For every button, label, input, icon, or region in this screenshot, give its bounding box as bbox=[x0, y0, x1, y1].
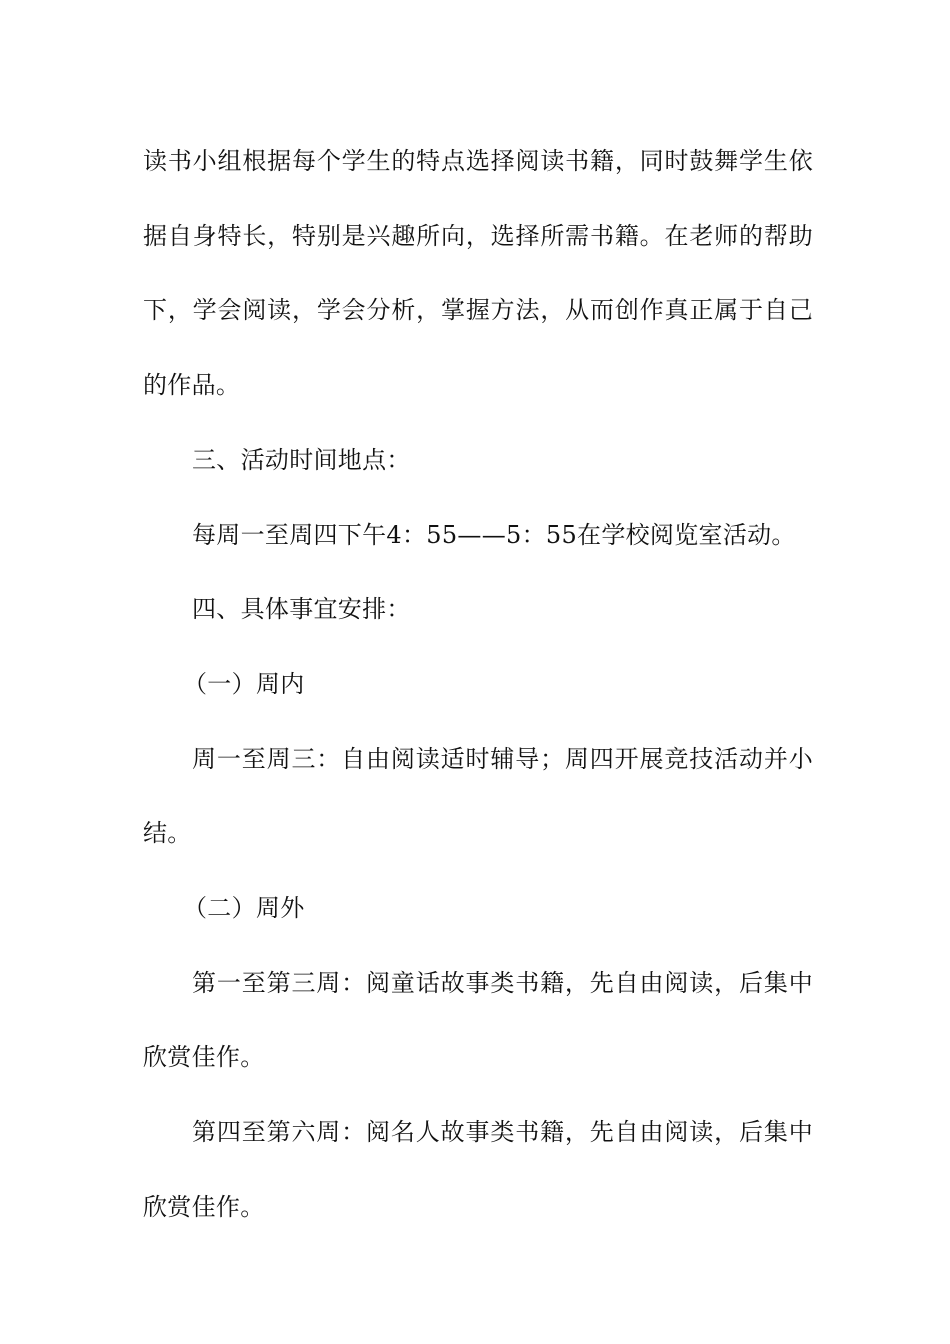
heading-activity-time-place: 三、活动时间地点： bbox=[192, 445, 411, 474]
paragraph-weeks-4-6: 第四至第六周：阅名人故事类书籍，先自由阅读，后集中欣赏佳作。 bbox=[143, 1118, 813, 1221]
paragraph-weekday-plan: 周一至周三：自由阅读适时辅导；周四开展竞技活动并小结。 bbox=[143, 744, 813, 848]
subheading-weeks: （二）周外 bbox=[183, 894, 305, 923]
paragraph-reading-group: 读书小组根据每个学生的特点选择阅读书籍，同时鼓舞学生依据自身特长，特别是兴趣所向，选择所需书籍。在老师的帮助下，学会阅读，学会分析，掌握方法，从而创作真正属于自己的作品。 bbox=[143, 147, 813, 400]
paragraph-weeks-1-3: 第一至第三周：阅童话故事类书籍，先自由阅读，后集中欣赏佳作。 bbox=[143, 968, 813, 1072]
heading-arrangements: 四、具体事宜安排： bbox=[192, 595, 411, 624]
paragraph-schedule: 每周一至周四下午4：55——5：55在学校阅览室活动。 bbox=[192, 520, 796, 549]
document-body bbox=[143, 124, 813, 1245]
subheading-weekday: （一）周内 bbox=[183, 669, 305, 698]
